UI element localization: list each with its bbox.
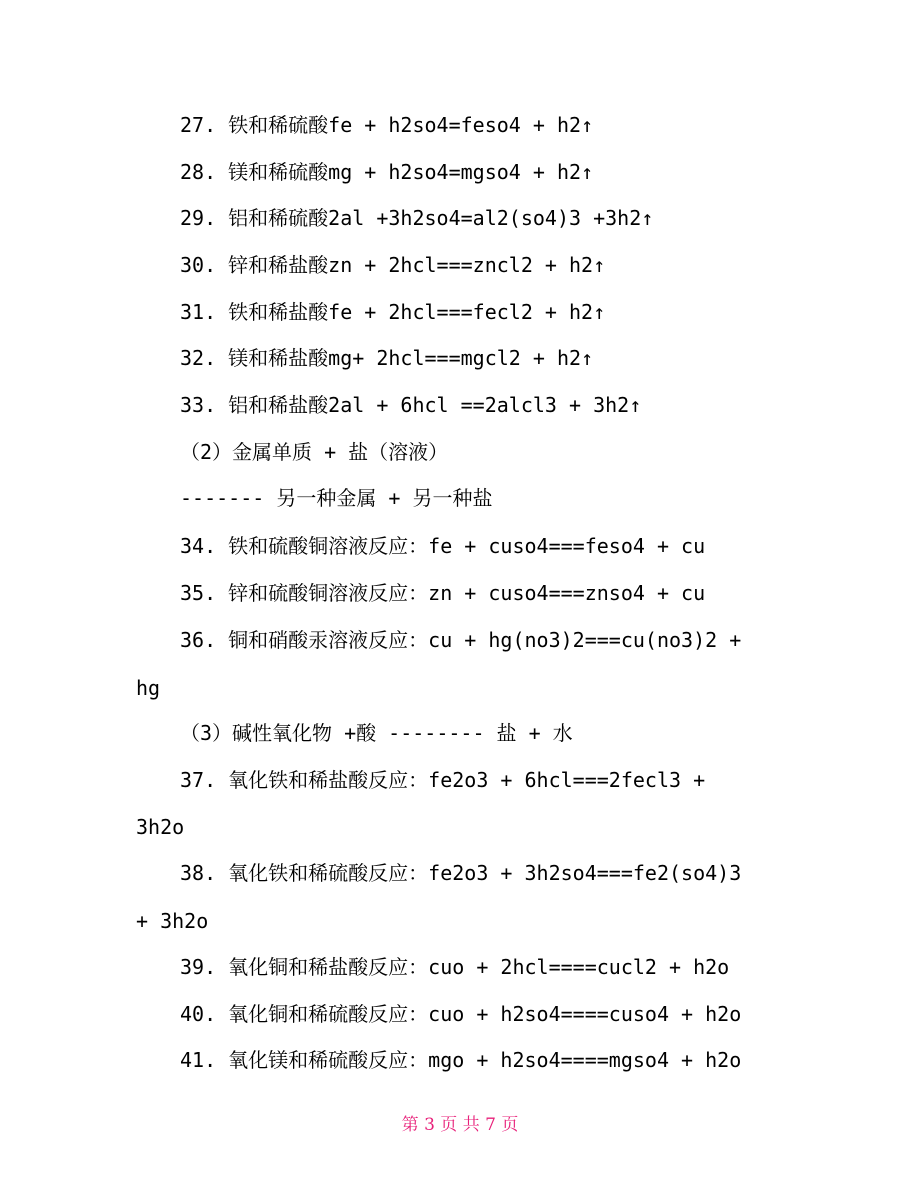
equation-line-32: 32. 镁和稀盐酸mg+ 2hcl===mgcl2 + h2↑ (180, 346, 594, 370)
section-heading-2-continued: ------- 另一种金属 + 另一种盐 (180, 486, 493, 510)
equation-line-36: 36. 铜和硝酸汞溶液反应：cu + hg(no3)2===cu(no3)2 + (180, 628, 742, 652)
section-heading-2: （2）金属单质 + 盐（溶液） (180, 440, 449, 464)
equation-line-40: 40. 氧化铜和稀硫酸反应：cuo + h2so4====cuso4 + h2o (180, 1002, 742, 1026)
equation-line-41: 41. 氧化镁和稀硫酸反应：mgo + h2so4====mgso4 + h2o (180, 1048, 742, 1072)
equation-line-37: 37. 氧化铁和稀盐酸反应：fe2o3 + 6hcl===2fecl3 + (180, 768, 706, 792)
section-heading-3: （3）碱性氧化物 +酸 -------- 盐 + 水 (180, 721, 573, 745)
equation-line-31: 31. 铁和稀盐酸fe + 2hcl===fecl2 + h2↑ (180, 300, 606, 324)
equation-line-34: 34. 铁和硫酸铜溶液反应：fe + cuso4===feso4 + cu (180, 534, 706, 558)
equation-line-39: 39. 氧化铜和稀盐酸反应：cuo + 2hcl====cucl2 + h2o (180, 955, 730, 979)
equation-line-30: 30. 锌和稀盐酸zn + 2hcl===zncl2 + h2↑ (180, 253, 606, 277)
equation-line-33: 33. 铝和稀盐酸2al + 6hcl ==2alcl3 + 3h2↑ (180, 393, 642, 417)
equation-line-38-wrap: + 3h2o (136, 909, 209, 933)
page-number-footer: 第 3 页 共 7 页 (401, 1115, 519, 1135)
equation-line-29: 29. 铝和稀硫酸2al +3h2so4=al2(so4)3 +3h2↑ (180, 206, 654, 230)
equation-line-38: 38. 氧化铁和稀硫酸反应：fe2o3 + 3h2so4===fe2(so4)3 (180, 861, 742, 885)
equation-line-27: 27. 铁和稀硫酸fe + h2so4=feso4 + h2↑ (180, 113, 594, 137)
equation-line-28: 28. 镁和稀硫酸mg + h2so4=mgso4 + h2↑ (180, 160, 594, 184)
equation-line-36-wrap: hg (136, 676, 161, 700)
equation-line-35: 35. 锌和硫酸铜溶液反应：zn + cuso4===znso4 + cu (180, 581, 706, 605)
equation-line-37-wrap: 3h2o (136, 815, 185, 839)
